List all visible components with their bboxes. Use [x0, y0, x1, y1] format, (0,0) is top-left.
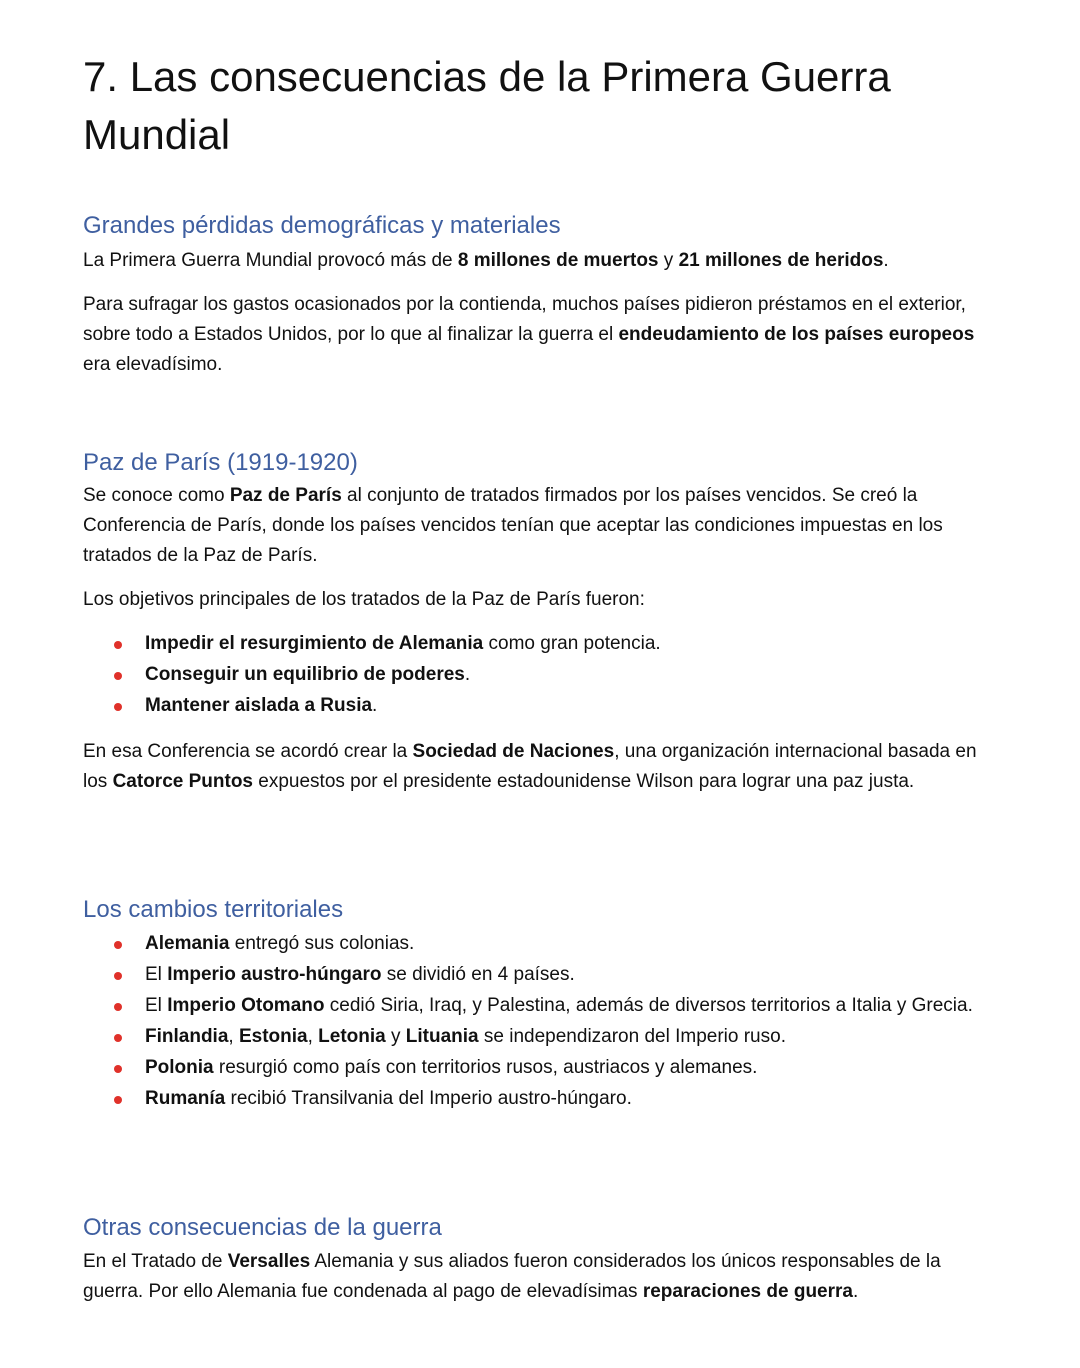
bold-text: Sociedad de Naciones [412, 741, 615, 762]
text: era elevadísimo. [83, 354, 223, 375]
paragraph-otras-1 [83, 1247, 993, 1307]
bullet-icon [114, 672, 122, 680]
list-item [83, 1022, 993, 1052]
section-heading-paz-de-paris: Paz de París (1919-1920) [83, 449, 358, 476]
bold-text: Finlandia [145, 1026, 229, 1047]
bold-text: Imperio Otomano [167, 995, 325, 1016]
bold-text: Imperio austro-húngaro [167, 964, 382, 985]
bold-text: Estonia [238, 1026, 308, 1047]
bold-text: Paz de París [229, 485, 342, 506]
list-item [83, 1053, 993, 1083]
bold-text: reparaciones de guerra [642, 1281, 853, 1302]
section-heading-otras-consecuencias: Otras consecuencias de la guerra [83, 1214, 442, 1241]
bold-text: Mantener aislada a Rusia [145, 695, 373, 716]
list-item [83, 960, 993, 990]
bullet-icon [114, 972, 122, 980]
text: La Primera Guerra Mundial provocó más de [83, 250, 458, 271]
text: Alemania y sus aliados fueron considerados los únicos responsables de la guerra. Por ello Alemania fue condenada al pago de elevadísimas [83, 1251, 941, 1302]
text: El [145, 964, 168, 985]
text: En el Tratado de [83, 1251, 228, 1272]
list-item [83, 991, 993, 1021]
bold-text: 8 millones de muertos [457, 250, 659, 271]
list-item [83, 660, 993, 690]
text: . [372, 695, 378, 716]
paragraph-perdidas-2 [83, 290, 993, 380]
section-heading-perdidas: Grandes pérdidas demográficas y materiales [83, 212, 561, 239]
text: se dividió en 4 países. [381, 964, 575, 985]
bullet-icon [114, 1096, 122, 1104]
bold-text: Conseguir un equilibrio de poderes [145, 664, 465, 685]
text: cedió Siria, Iraq, y Palestina, además de diversos territorios a Italia y Grecia. [324, 995, 973, 1016]
text: expuestos por el presidente estadounidense Wilson para lograr una paz justa. [253, 771, 915, 792]
bullet-icon [114, 641, 122, 649]
paragraph-perdidas-1 [83, 246, 993, 276]
list-item [83, 691, 993, 721]
text: . [883, 250, 889, 271]
text: , [307, 1026, 319, 1047]
section-heading-cambios-territoriales: Los cambios territoriales [83, 896, 344, 923]
text: entregó sus colonias. [229, 933, 415, 954]
bold-text: Letonia [318, 1026, 386, 1047]
text: y [385, 1026, 406, 1047]
text: recibió Transilvania del Imperio austro-húngaro. [225, 1088, 632, 1109]
text: . [852, 1281, 859, 1302]
text: Para sufragar los gastos ocasionados por la contienda, muchos países pidieron préstamos en el exterior, sobre todo a Estados Unidos, por lo que al finalizar la guerra el [83, 294, 966, 345]
bold-text: Alemania [145, 933, 230, 954]
bold-text: Versalles [227, 1251, 311, 1272]
paragraph-paz-2: Los objetivos principales de los tratados de la Paz de París fueron: [83, 589, 645, 610]
list-item [83, 929, 993, 959]
bold-text: Impedir el resurgimiento de Alemania [145, 633, 484, 654]
bold-text: 21 millones de heridos [678, 250, 884, 271]
bullet-icon [114, 1034, 122, 1042]
text: , [228, 1026, 239, 1047]
objetivos-list [83, 629, 993, 722]
bold-text: Catorce Puntos [112, 771, 253, 792]
bold-text: Lituania [405, 1026, 479, 1047]
text: Se conoce como [83, 485, 230, 506]
text: resurgió como país con territorios rusos, austriacos y alemanes. [213, 1057, 758, 1078]
text: , una organización internacional basada en los [83, 741, 977, 792]
list-item [83, 1084, 993, 1114]
bullet-icon [114, 941, 122, 949]
bullet-icon [114, 1003, 122, 1011]
text: y [658, 250, 679, 271]
bullet-icon [114, 1065, 122, 1073]
text: El [145, 995, 168, 1016]
page-title: 7. Las consecuencias de la Primera Guerra Mundial [83, 53, 891, 158]
text: como gran potencia. [483, 633, 661, 654]
bold-text: Polonia [145, 1057, 214, 1078]
text: se independizaron del Imperio ruso. [478, 1026, 786, 1047]
bold-text: endeudamiento de los países europeos [618, 324, 975, 345]
bold-text: Rumanía [145, 1088, 226, 1109]
text: al conjunto de tratados firmados por los países vencidos. Se creó la Conferencia de París, donde los países vencidos tenían que aceptar las condiciones impuestas en los tratados de la Paz de París. [83, 485, 943, 566]
bullet-icon [114, 703, 122, 711]
list-item [83, 629, 993, 659]
paragraph-paz-3 [83, 737, 993, 797]
text: En esa Conferencia se acordó crear la [83, 741, 413, 762]
cambios-list [83, 929, 993, 1115]
text: . [464, 664, 471, 685]
paragraph-paz-1 [83, 481, 993, 571]
